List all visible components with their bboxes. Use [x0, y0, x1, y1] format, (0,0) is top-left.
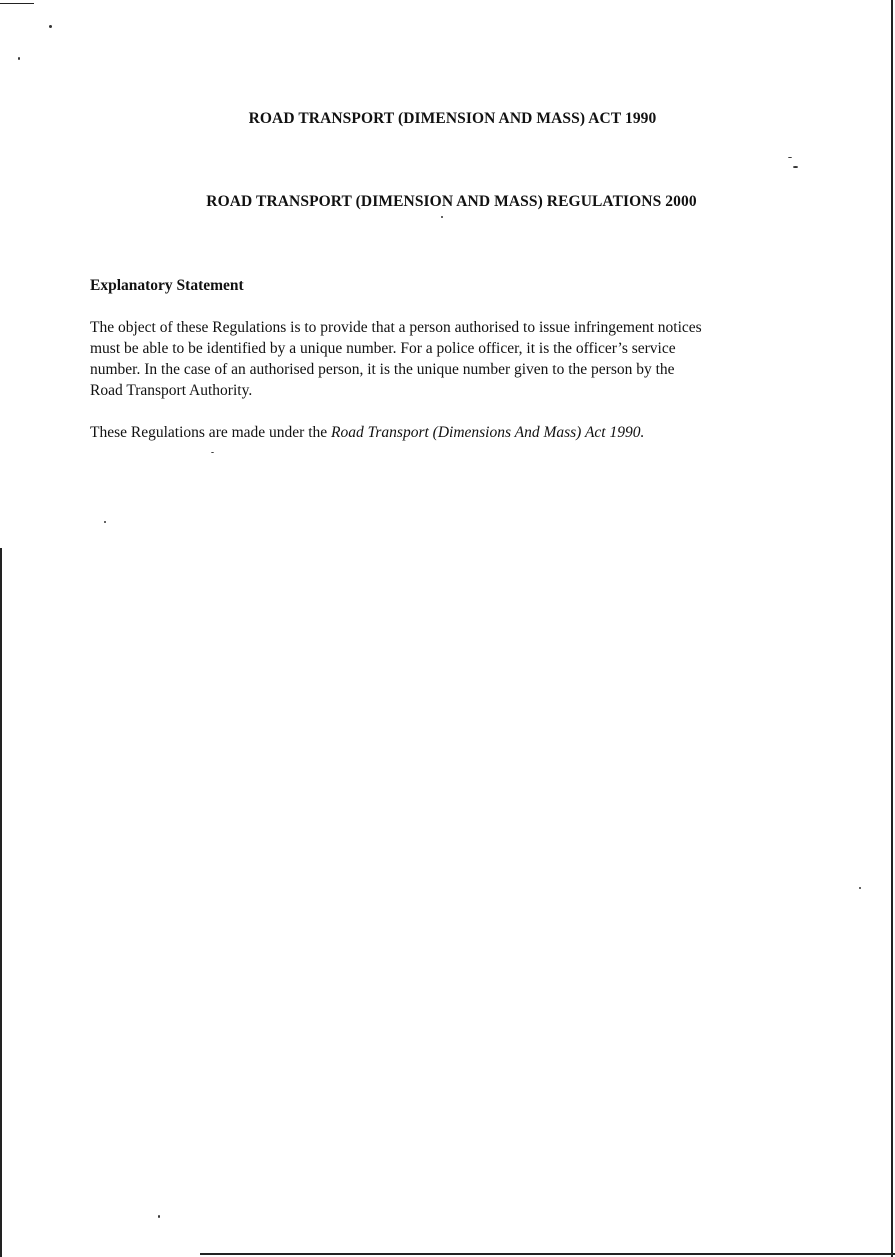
paragraph-object [90, 317, 810, 401]
paragraph-line: The object of these Regulations is to provide that a person authorised to issue infringement notices [90, 319, 702, 336]
paragraph-prefix: These Regulations are made under the [90, 424, 332, 441]
scan-edge-top [0, 3, 34, 4]
scan-speck [158, 1215, 160, 1218]
scan-speck [788, 157, 792, 158]
scan-speck [49, 25, 52, 28]
scan-speck [104, 521, 106, 523]
act-title: ROAD TRANSPORT (DIMENSION AND MASS) ACT 1990 [248, 110, 657, 127]
scan-speck [18, 57, 20, 60]
scan-speck [793, 166, 798, 168]
scan-speck [859, 887, 861, 889]
paragraph-line: number. In the case of an authorised person, it is the unique number given to the person by the [90, 361, 675, 378]
paragraph-line: must be able to be identified by a unique number. For a police officer, it is the officer’s service [90, 340, 676, 357]
act-reference: Road Transport (Dimensions And Mass) Act 1990 [331, 424, 641, 441]
scan-speck [211, 452, 214, 453]
scan-speck [441, 216, 443, 218]
paragraph-authority [90, 422, 810, 443]
scan-edge-left [0, 548, 2, 1257]
paragraph-line: Road Transport Authority. [90, 382, 253, 399]
section-heading: Explanatory Statement [90, 277, 244, 294]
scan-edge-right [891, 0, 893, 1257]
paragraph-suffix: . [640, 424, 645, 441]
paragraph-line [90, 422, 810, 443]
regulations-title: ROAD TRANSPORT (DIMENSION AND MASS) REGULATIONS 2000 [206, 193, 697, 210]
scan-edge-bottom [200, 1253, 895, 1255]
